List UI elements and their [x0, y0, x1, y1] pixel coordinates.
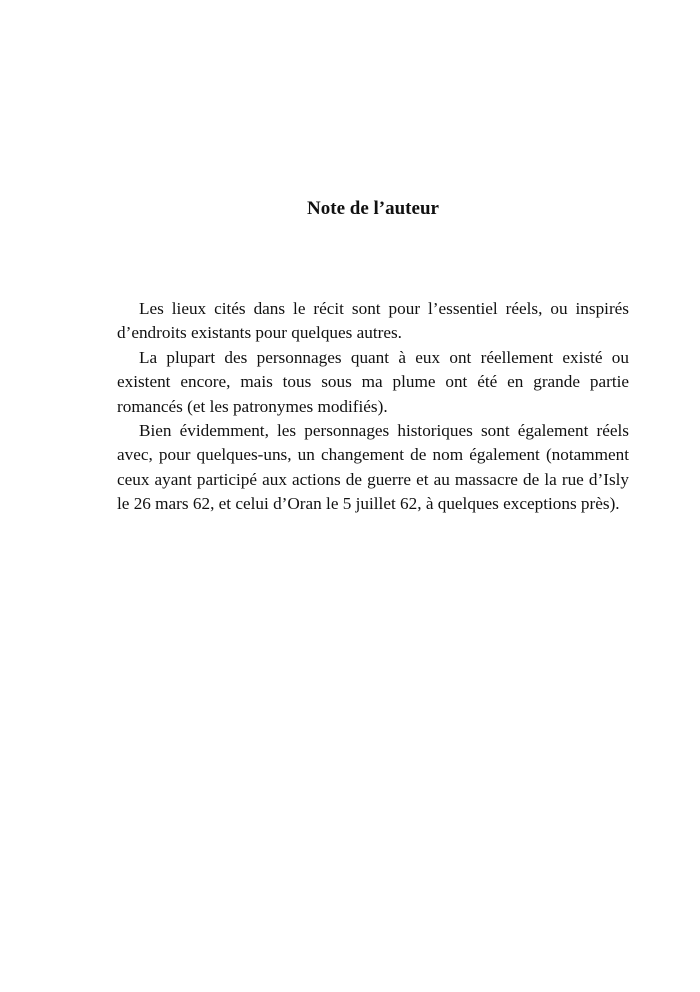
body-text — [117, 297, 629, 517]
paragraph-places: Les lieux cités dans le récit sont pour l’essentiel réels, ou inspirés d’endroits existants pour quelques autres. — [117, 299, 629, 343]
paragraph-historical-figures: Bien évidemment, les personnages historiques sont également réels avec, pour quelques-uns, un changement de nom également (notamment ceux ayant participé aux actions de guerre et au massacre de la rue d’Isly le 26 mars 62, et celui d’Oran le 5 juillet 62, à quelques exceptions près). — [117, 421, 629, 514]
paragraph-characters: La plupart des personnages quant à eux ont réellement existé ou existent encore, mais tous sous ma plume ont été en grande partie romancés (et les patronymes modifiés). — [117, 347, 629, 416]
page-title: Note de l’auteur — [307, 198, 439, 219]
